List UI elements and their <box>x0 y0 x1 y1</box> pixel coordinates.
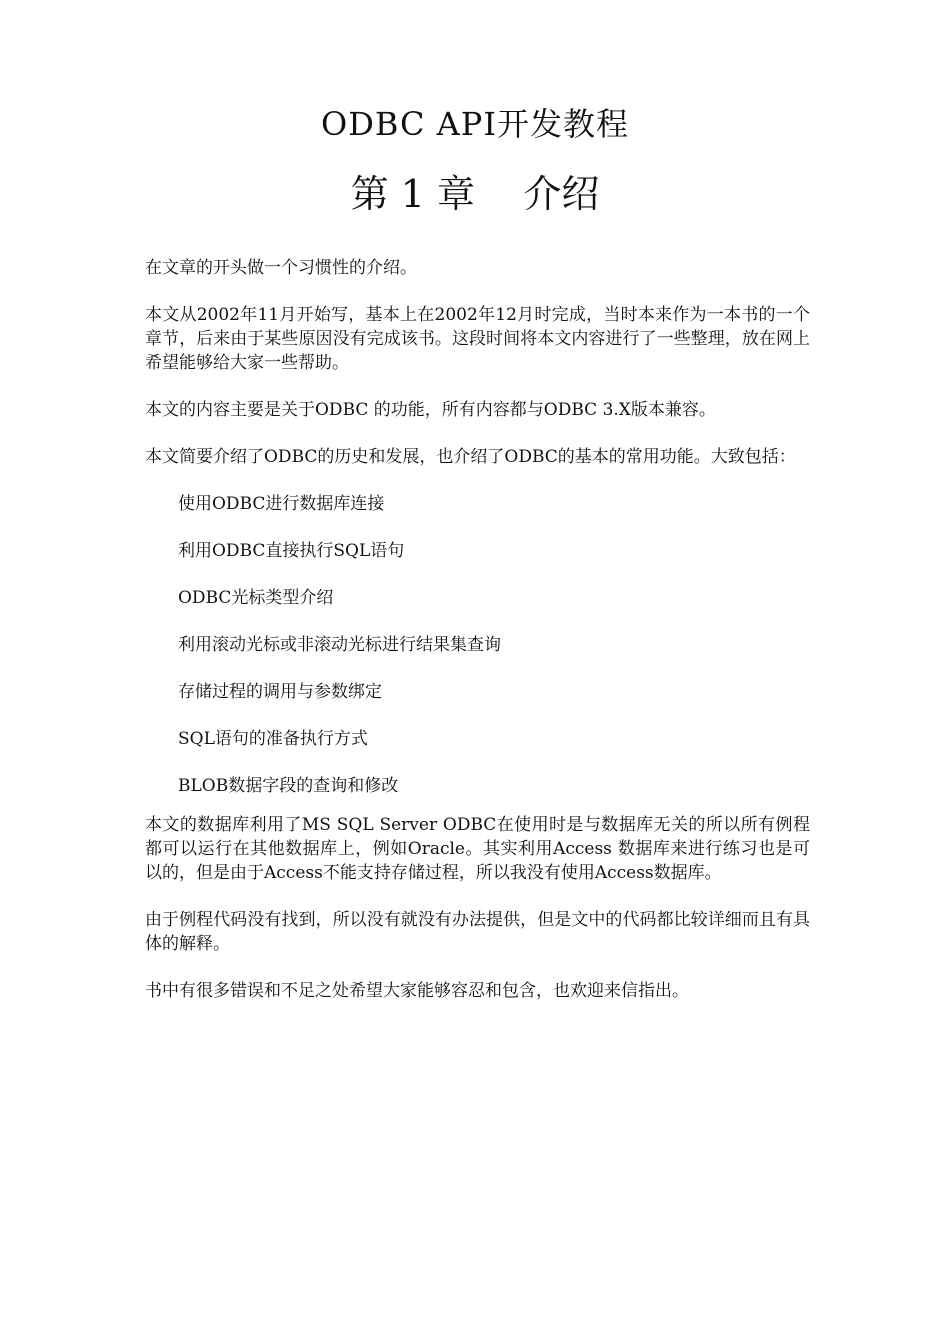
list-item: 使用ODBC进行数据库连接 <box>178 494 385 514</box>
overview-paragraph: 本文简要介绍了ODBC的历史和发展，也介绍了ODBC的基本的常用功能。大致包括： <box>145 447 796 467</box>
list-item: 利用ODBC直接执行SQL语句 <box>178 541 405 561</box>
list-item: 存储过程的调用与参数绑定 <box>178 682 382 702</box>
compatibility-paragraph: 本文的内容主要是关于ODBC 的功能，所有内容都与ODBC 3.X版本兼容。 <box>145 400 716 420</box>
chapter-title: 第 1 章 介绍 <box>350 172 600 216</box>
history-paragraph: 本文从2002年11月开始写，基本上在2002年12月时完成，当时本来作为一本书的一个章节，后来由于某些原因没有完成该书。这段时间将本文内容进行了一些整理，放在网上希望能够给大家一些帮助。 <box>145 305 810 373</box>
sample-code-paragraph: 由于例程代码没有找到，所以没有就没有办法提供，但是文中的代码都比较详细而且有具体的解释。 <box>145 910 810 954</box>
list-item: 利用滚动光标或非滚动光标进行结果集查询 <box>178 635 501 655</box>
document-body <box>145 256 810 1003</box>
database-paragraph: 本文的数据库利用了MS SQL Server ODBC在使用时是与数据库无关的所以所有例程都可以运行在其他数据库上，例如Oracle。其实利用Access 数据库来进行练习也是可以的，但是由于Access不能支持存储过程，所以我没有使用Access数据库。 <box>145 815 810 883</box>
list-item: BLOB数据字段的查询和修改 <box>178 776 399 796</box>
document-title: ODBC API开发教程 <box>321 105 629 143</box>
list-item: SQL语句的准备执行方式 <box>178 729 368 749</box>
intro-paragraph: 在文章的开头做一个习惯性的介绍。 <box>145 258 417 278</box>
feedback-paragraph: 书中有很多错误和不足之处希望大家能够容忍和包含，也欢迎来信指出。 <box>145 981 689 1001</box>
topic-list <box>145 492 810 798</box>
list-item: ODBC光标类型介绍 <box>178 588 334 608</box>
